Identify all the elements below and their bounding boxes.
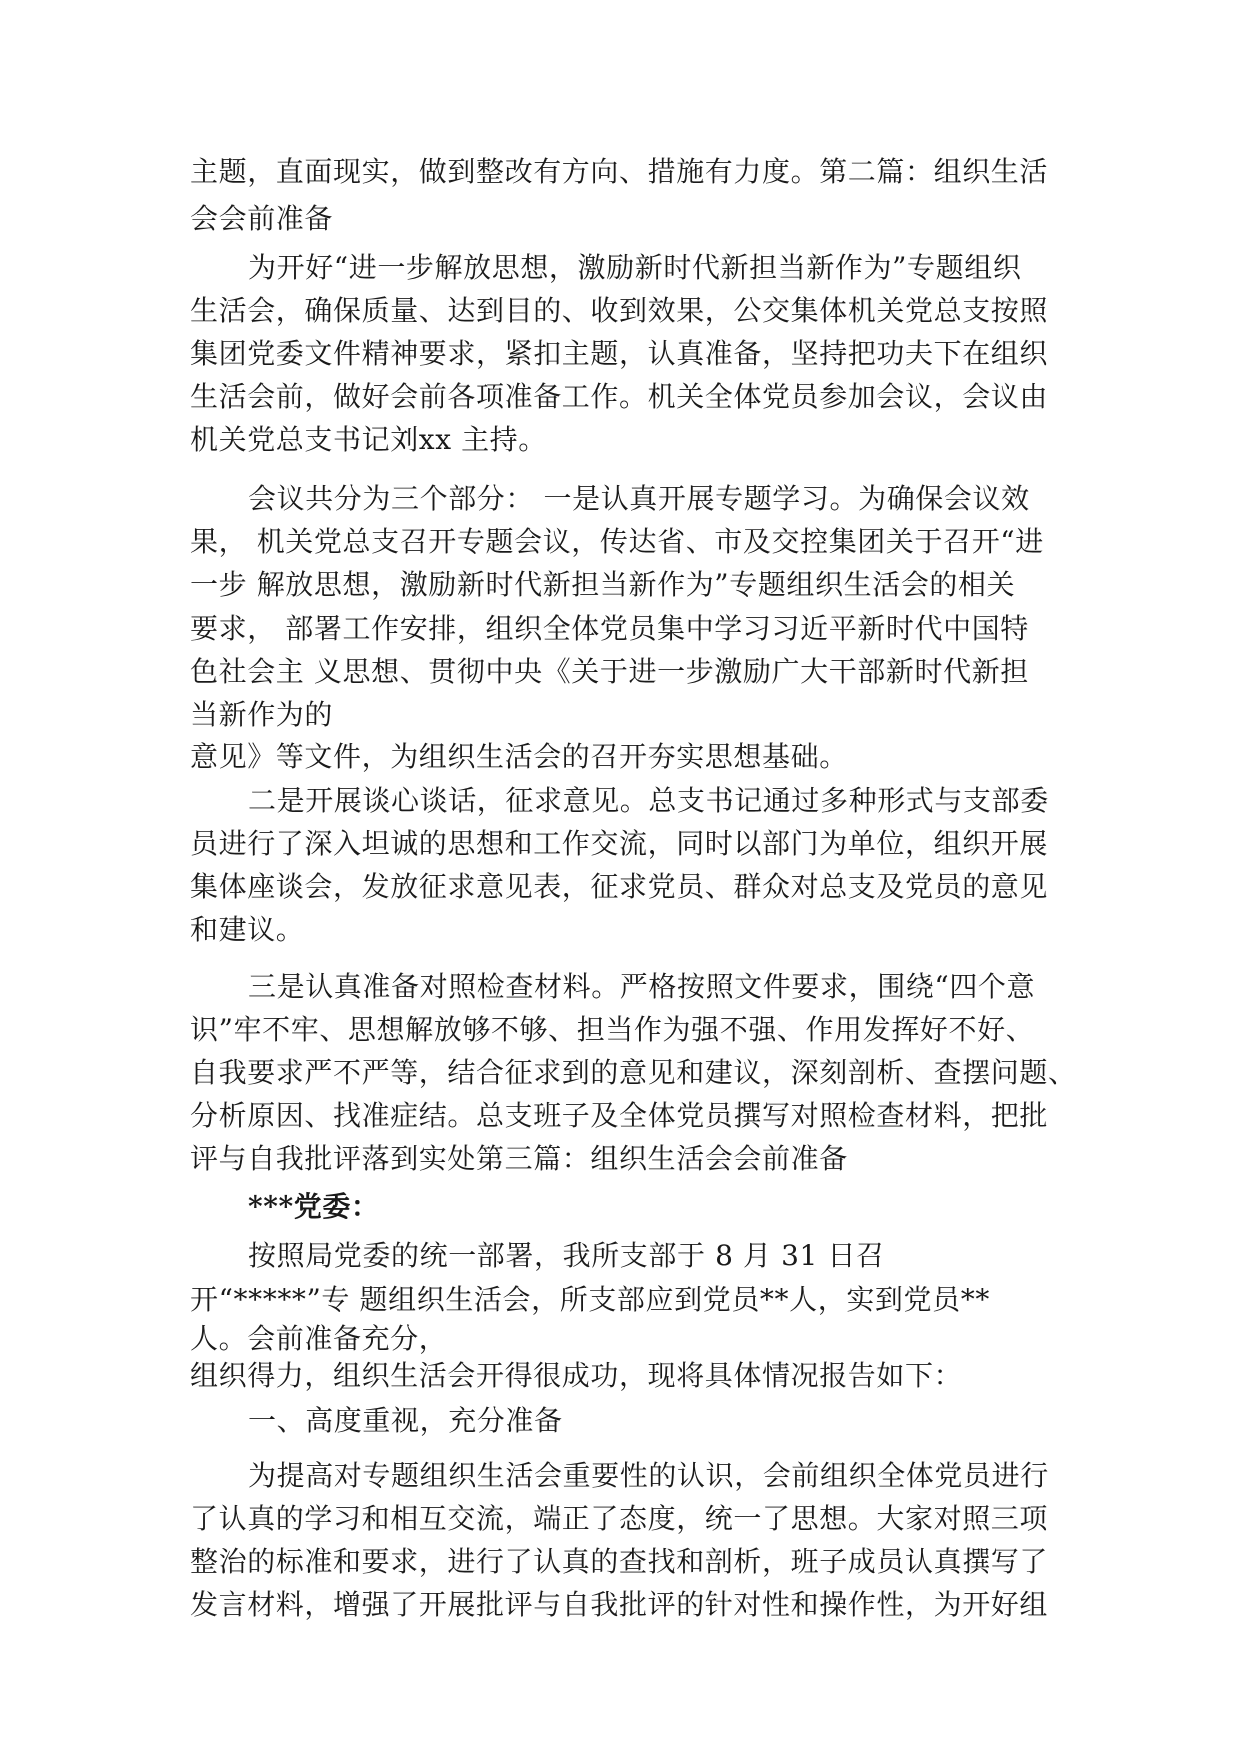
text-line: 和建议。 xyxy=(190,913,305,946)
section-heading: 一、高度重视，充分准备 xyxy=(248,1404,563,1437)
text-line: 三是认真准备对照检查材料。严格按照文件要求，围绕“四个意 xyxy=(248,970,1036,1003)
text-line: 集体座谈会，发放征求意见表，征求党员、群众对总支及党员的意见 xyxy=(190,870,1049,903)
text-line: 生活会前，做好会前各项准备工作。机关全体党员参加会议，会议由 xyxy=(190,380,1049,413)
text-line: 按照局党委的统一部署，我所支部于 8 月 31 日召 xyxy=(248,1239,885,1272)
text-line: 了认真的学习和相互交流，端正了态度，统一了思想。大家对照三项 xyxy=(190,1502,1049,1535)
text-line: 自我要求严不严等，结合征求到的意见和建议，深刻剖析、查摆问题、 xyxy=(190,1056,1077,1089)
text-line: 发言材料，增强了开展批评与自我批评的针对性和操作性，为开好组 xyxy=(190,1588,1049,1621)
text-line: 会会前准备 xyxy=(190,202,334,235)
text-line: 人。会前准备充分， xyxy=(190,1322,448,1355)
text-line: 二是开展谈心谈话，征求意见。总支书记通过多种形式与支部委 xyxy=(248,784,1049,817)
addressee-line: ***党委： xyxy=(248,1190,380,1223)
text-line: 开“*****”专 题组织生活会，所支部应到党员**人，实到党员** xyxy=(190,1283,990,1316)
text-line: 色社会主 义思想、贯彻中央《关于进一步激励广大干部新时代新担 xyxy=(190,655,1029,688)
text-line: 集团党委文件精神要求，紧扣主题，认真准备，坚持把功夫下在组织 xyxy=(190,337,1049,370)
text-line: 意见》等文件，为组织生活会的召开夯实思想基础。 xyxy=(190,740,848,773)
text-line: 机关党总支书记刘xx 主持。 xyxy=(190,423,547,456)
text-line: 识”牢不牢、思想解放够不够、担当作为强不强、作用发挥好不好、 xyxy=(190,1013,1035,1046)
text-line: 评与自我批评落到实处第三篇：组织生活会会前准备 xyxy=(190,1142,848,1175)
text-line: 为开好“进一步解放思想，激励新时代新担当新作为”专题组织 xyxy=(248,251,1022,284)
text-line: 组织得力，组织生活会开得很成功，现将具体情况报告如下： xyxy=(190,1359,963,1392)
text-line: 员进行了深入坦诚的思想和工作交流，同时以部门为单位，组织开展 xyxy=(190,827,1049,860)
text-line: 主题，直面现实，做到整改有方向、措施有力度。第二篇：组织生活 xyxy=(190,155,1049,188)
text-line: 当新作为的 xyxy=(190,698,334,731)
text-line: 生活会，确保质量、达到目的、收到效果，公交集体机关党总支按照 xyxy=(190,294,1049,327)
text-line: 会议共分为三个部分： 一是认真开展专题学习。为确保会议效 xyxy=(248,482,1030,515)
text-line: 为提高对专题组织生活会重要性的认识，会前组织全体党员进行 xyxy=(248,1459,1049,1492)
text-line: 整治的标准和要求，进行了认真的查找和剖析，班子成员认真撰写了 xyxy=(190,1545,1049,1578)
text-line: 要求， 部署工作安排，组织全体党员集中学习习近平新时代中国特 xyxy=(190,612,1029,645)
text-line: 果， 机关党总支召开专题会议，传达省、市及交控集团关于召开“进 xyxy=(190,525,1044,558)
text-line: 一步 解放思想，激励新时代新担当新作为”专题组织生活会的相关 xyxy=(190,568,1016,601)
text-line: 分析原因、找准症结。总支班子及全体党员撰写对照检查材料，把批 xyxy=(190,1099,1049,1132)
